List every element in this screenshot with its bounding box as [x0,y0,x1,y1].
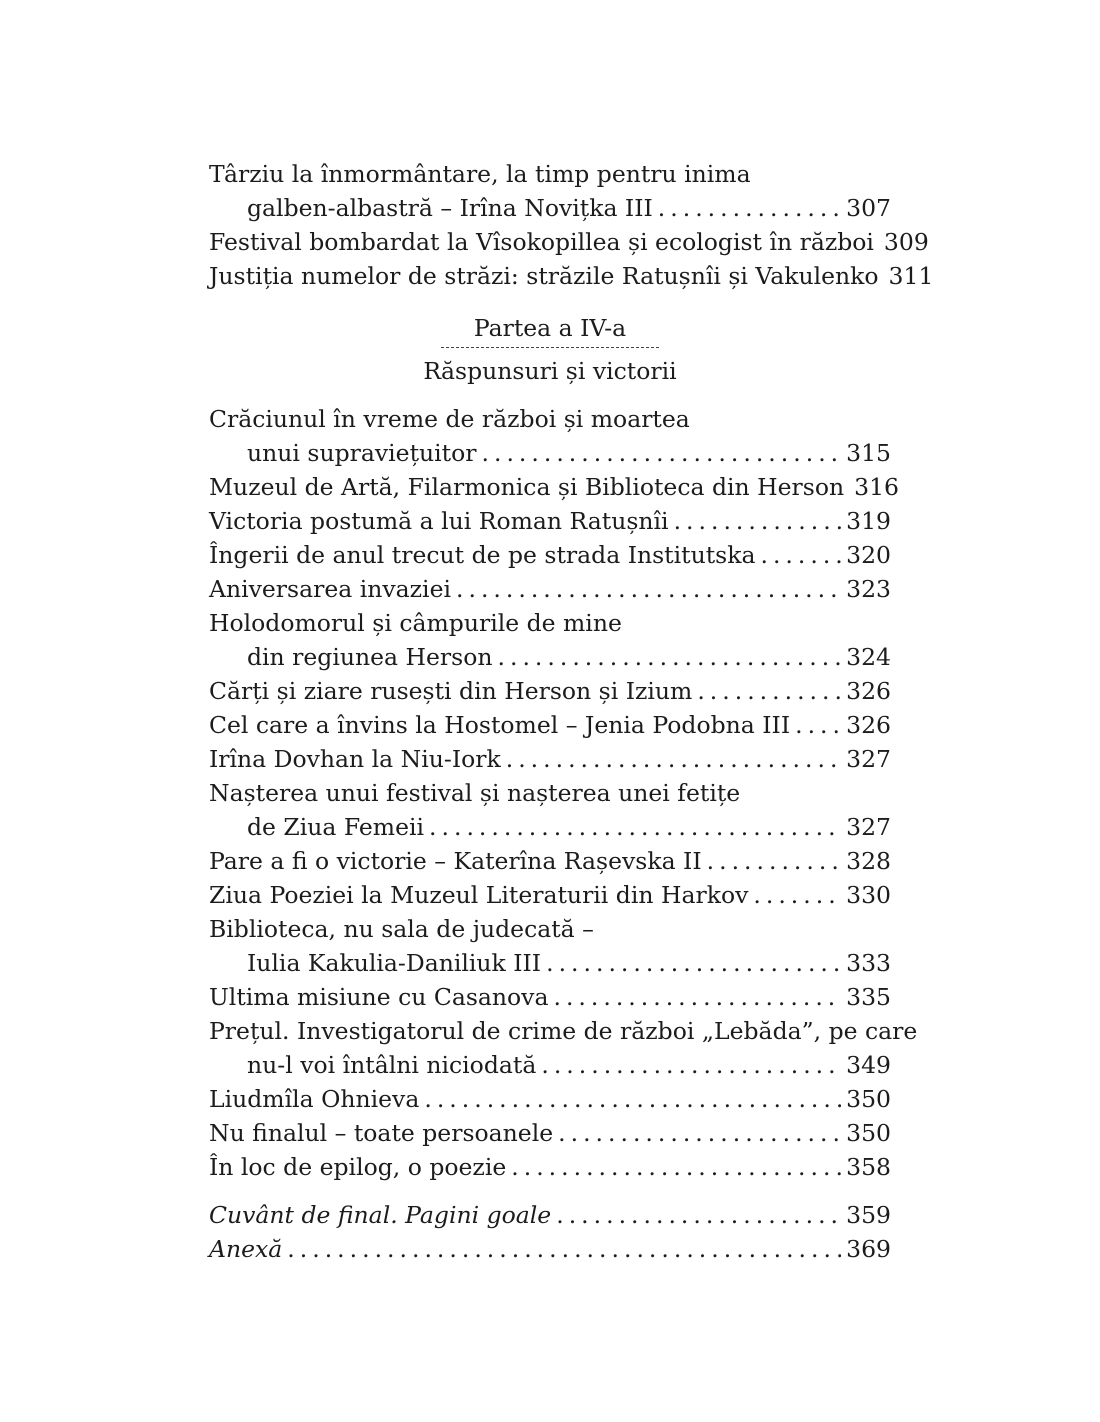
toc-entry [209,1198,891,1232]
toc-group-part-four [209,402,918,1184]
toc-entry-title: Muzeul de Artă, Filarmonica și Biblioteca din Herson [209,473,845,501]
dot-leader [546,946,841,980]
toc-entry [209,157,891,191]
toc-entry [209,810,891,844]
toc-entry [209,1116,891,1150]
toc-entry [209,674,891,708]
toc-entry [209,980,891,1014]
toc-entry-title: Pare a fi o victorie – Katerîna Rașevska II [209,847,702,875]
toc-entry-title: Biblioteca, nu sala de judecată – [209,915,594,943]
dot-leader [558,1116,841,1150]
toc-entry-title: Victoria postumă a lui Roman Ratușnîi [209,507,669,535]
toc-entry [209,878,891,912]
toc-entry-title: Cuvânt de final. Pagini goale [209,1201,552,1229]
dot-leader [511,1150,841,1184]
toc-entry [209,436,891,470]
toc-entry-page-number: 323 [846,575,891,603]
toc-entry-page-number: 315 [846,439,891,467]
toc-entry [209,1150,891,1184]
toc-entry-page-number: 309 [883,228,929,256]
toc-entry-title: Ultima misiune cu Casanova [209,983,549,1011]
toc-entry-title: Ziua Poeziei la Muzeul Literaturii din Harkov [209,881,749,909]
toc-entry-page-number: 320 [846,541,891,569]
toc-entry-title: În loc de epilog, o poezie [209,1153,507,1181]
section-heading [209,311,891,388]
dot-leader [506,742,841,776]
toc-entry-page-number: 316 [854,473,899,501]
dot-leader [795,708,841,742]
toc-entry-title: Cărți și ziare rusești din Herson și Izium [209,677,693,705]
toc-entry-page-number: 327 [846,745,891,773]
toc-entry-title: galben-albastră – Irîna Novițka III [247,194,653,222]
dot-leader [456,572,841,606]
toc-entry-title: Târziu la înmormântare, la timp pentru inima [209,160,751,188]
dot-leader [541,1048,841,1082]
toc-entry-title: din regiunea Herson [247,643,493,671]
dot-leader [556,1198,841,1232]
dot-leader [753,878,841,912]
toc-entry-title: Cel care a învins la Hostomel – Jenia Podobna III [209,711,791,739]
dot-leader [424,1082,841,1116]
toc-entry [209,640,891,674]
toc-entry-title: Prețul. Investigatorul de crime de război „Lebăda”, pe care [209,1017,918,1045]
toc-entry-page-number: 327 [846,813,891,841]
toc-entry [209,912,891,946]
toc-entry-page-number: 326 [846,677,891,705]
toc-entry-title: de Ziua Femeii [247,813,425,841]
toc-entry [209,1048,891,1082]
toc-entry [209,1232,891,1266]
table-of-contents [209,157,934,1266]
toc-entry-title: Anexă [209,1235,283,1263]
toc-entry-title: Iulia Kakulia-Daniliuk III [247,949,542,977]
toc-entry-page-number: 326 [846,711,891,739]
toc-entry-title: unui supraviețuitor [247,439,477,467]
dot-leader [674,504,842,538]
toc-entry [209,742,891,776]
toc-entry-page-number: 358 [846,1153,891,1181]
toc-entry [209,191,891,225]
dot-leader [482,436,842,470]
dot-leader [707,844,842,878]
toc-entry [209,708,891,742]
section-label: Partea a IV-a [473,314,627,342]
toc-entry-title: Nașterea unui festival și nașterea unei fetițe [209,779,741,807]
dot-leader [498,640,842,674]
toc-entry-title: Nu finalul – toate persoanele [209,1119,554,1147]
toc-entry-page-number: 330 [846,881,891,909]
dot-leader [760,538,841,572]
toc-entry-title: Îngerii de anul trecut de pe strada Institutska [209,541,756,569]
toc-entry-title: Holodomorul și câmpurile de mine [209,609,622,637]
toc-entry-page-number: 319 [846,507,891,535]
toc-entry [209,776,891,810]
toc-group-back-matter [209,1198,891,1266]
toc-entry [209,844,891,878]
toc-entry-page-number: 333 [846,949,891,977]
toc-entry-page-number: 307 [846,194,891,222]
toc-entry-page-number: 324 [846,643,891,671]
spacer [209,1184,891,1198]
toc-entry-title: Liudmîla Ohnieva [209,1085,420,1113]
toc-entry-page-number: 311 [888,262,934,290]
toc-entry [209,606,891,640]
toc-entry-page-number: 350 [846,1085,891,1113]
toc-entry-title: Crăciunul în vreme de război și moartea [209,405,690,433]
toc-entry [209,259,934,293]
dot-leader [287,1232,841,1266]
toc-entry-title: Justiția numelor de străzi: străzile Ratușnîi și Vakulenko [209,262,879,290]
toc-entry-page-number: 350 [846,1119,891,1147]
toc-entry-title: Aniversarea invaziei [209,575,451,603]
toc-entry-page-number: 349 [846,1051,891,1079]
dot-leader [658,191,841,225]
toc-entry-title: Festival bombardat la Vîsokopillea și ecologist în război [209,228,874,256]
toc-entry [209,1082,891,1116]
toc-entry [209,504,891,538]
dot-leader [697,674,841,708]
toc-entry [209,1014,918,1048]
section-subtitle: Răspunsuri și victorii [423,357,677,385]
dot-leader [553,980,841,1014]
dashed-divider [441,347,659,348]
toc-entry-page-number: 335 [846,983,891,1011]
toc-entry [209,402,891,436]
toc-entry [209,946,891,980]
toc-entry-page-number: 369 [846,1235,891,1263]
toc-entry [209,572,891,606]
toc-entry-page-number: 359 [846,1201,891,1229]
toc-entry [209,225,929,259]
toc-entry-title: nu-l voi întâlni niciodată [247,1051,537,1079]
dot-leader [429,810,841,844]
toc-entry [209,538,891,572]
toc-group-part-three-tail [209,157,934,293]
toc-entry [209,470,899,504]
toc-entry-page-number: 328 [846,847,891,875]
toc-entry-title: Irîna Dovhan la Niu-Iork [209,745,501,773]
